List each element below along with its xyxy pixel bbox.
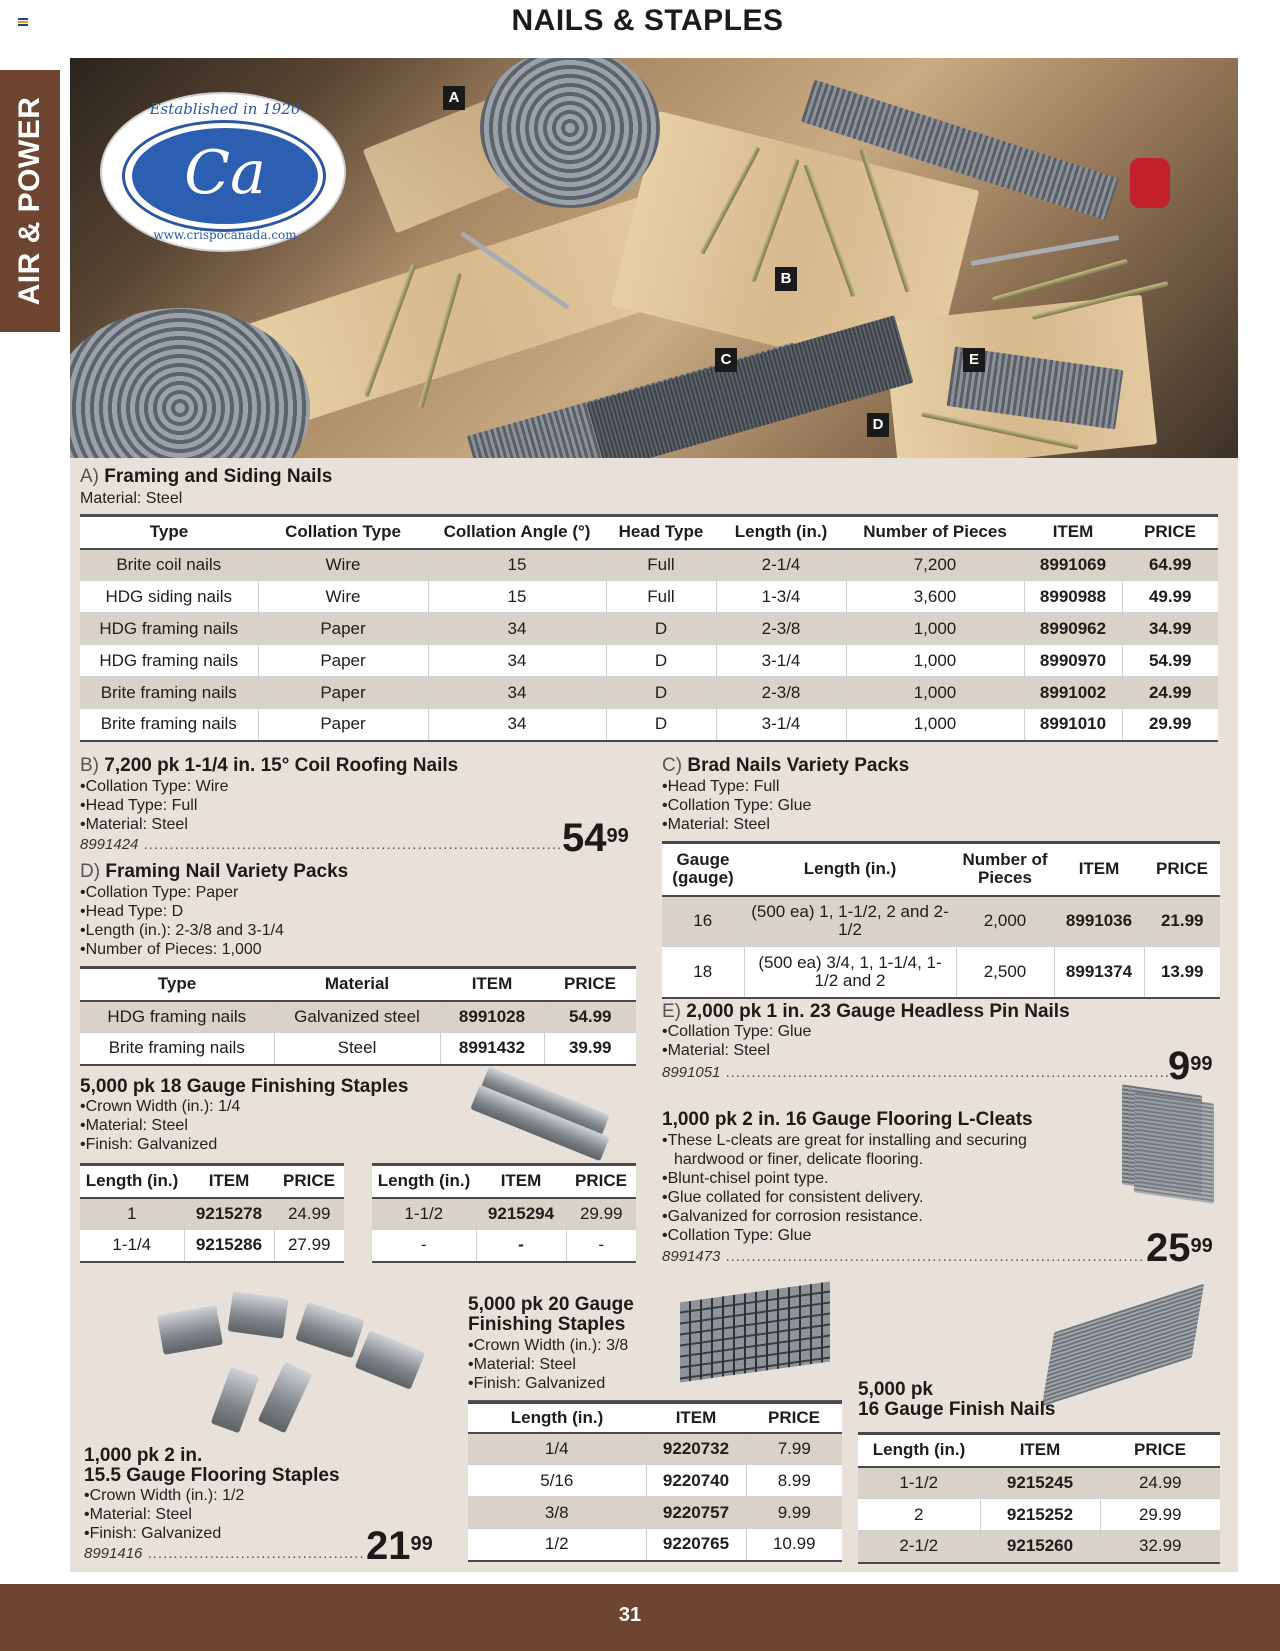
finish-nails-16-table: Length (in.) ITEM PRICE 1-1/2 9215245 24.99 2 9215252 29.99 2-1/2 9215260 32.99 <box>858 1432 1220 1564</box>
table-cell: 3-1/4 <box>716 709 846 741</box>
flooring-staples-price: $21^{99}$ <box>366 1524 433 1568</box>
table-cell: 9220765 <box>646 1529 746 1561</box>
table-cell: Brite framing nails <box>80 709 258 741</box>
table-cell: 3/8 <box>468 1497 646 1529</box>
table-cell: 1/4 <box>468 1433 646 1465</box>
table-cell: 8.99 <box>746 1465 842 1497</box>
table-cell: 39.99 <box>544 1033 636 1065</box>
section-b-specs: •Collation Type: Wire •Head Type: Full •Material: Steel <box>80 778 229 833</box>
table-row <box>372 1198 636 1230</box>
col-number-of-pieces: Number of Pieces <box>846 516 1024 549</box>
section-e-price: $9^{99}$ <box>1168 1044 1213 1088</box>
table-cell: 9.99 <box>746 1497 842 1529</box>
table-row <box>858 1467 1220 1499</box>
section-d-title: D) Framing Nail Variety Packs <box>80 861 349 882</box>
table-row <box>662 947 1220 998</box>
table-cell: 27.99 <box>274 1230 344 1262</box>
table-cell: 9220732 <box>646 1433 746 1465</box>
table-cell: 54.99 <box>1122 645 1218 677</box>
table-cell: (500 ea) 1, 1-1/2, 2 and 2-1/2 <box>744 896 956 947</box>
staples-18-title: 5,000 pk 18 Gauge Finishing Staples <box>80 1076 409 1097</box>
table-row <box>468 1465 842 1497</box>
section-c-title: C) Brad Nails Variety Packs <box>662 755 910 776</box>
table-cell: 1/2 <box>468 1529 646 1561</box>
table-cell: HDG framing nails <box>80 613 258 645</box>
finish-nails-16-title: 5,000 pk 16 Gauge Finish Nails <box>858 1379 1056 1420</box>
table-cell: 15 <box>428 581 606 613</box>
col-item: ITEM <box>1024 516 1122 549</box>
table-cell: 34 <box>428 677 606 709</box>
table-row <box>80 549 1218 581</box>
flooring-staples-image <box>150 1290 440 1440</box>
table-cell: 9215278 <box>184 1198 274 1230</box>
section-a-title: A) Framing and Siding Nails <box>80 466 333 487</box>
table-cell: 8990988 <box>1024 581 1122 613</box>
table-cell: 1 <box>80 1198 184 1230</box>
hero-label-a: A <box>443 86 465 110</box>
l-cleats-title: 1,000 pk 2 in. 16 Gauge Flooring L-Cleats <box>662 1109 1033 1130</box>
table-cell: Paper <box>258 613 428 645</box>
table-cell: 49.99 <box>1122 581 1218 613</box>
hero-label-b: B <box>775 267 797 291</box>
table-cell: 29.99 <box>1100 1499 1220 1531</box>
table-cell: 16 <box>662 896 744 947</box>
table-cell: 8990970 <box>1024 645 1122 677</box>
table-row <box>80 1033 636 1065</box>
table-cell: 64.99 <box>1122 549 1218 581</box>
flooring-staples-sku: 8991416 ..... <box>84 1545 366 1562</box>
col-type: Type <box>80 516 258 549</box>
table-row <box>80 709 1218 741</box>
table-cell: 8991069 <box>1024 549 1122 581</box>
section-a-material: Material: Steel <box>80 490 183 507</box>
table-cell: 13.99 <box>1144 947 1220 998</box>
table-cell: 54.99 <box>544 1001 636 1033</box>
crispo-logo <box>100 92 346 252</box>
table-cell: HDG framing nails <box>80 645 258 677</box>
table-cell: 1,000 <box>846 645 1024 677</box>
table-cell: 34 <box>428 709 606 741</box>
table-cell: 8991028 <box>440 1001 544 1033</box>
table-cell: 2-1/4 <box>716 549 846 581</box>
section-tab-label: AIR & POWER <box>13 96 46 306</box>
table-cell: 8991010 <box>1024 709 1122 741</box>
table-cell: 1-1/2 <box>858 1467 980 1499</box>
staples-20-table: Length (in.) ITEM PRICE 1/4 9220732 7.99 5/16 9220740 8.99 3/8 9220757 9.99 1/2 9220765 10.99 <box>468 1401 842 1562</box>
page-title: NAILS & STAPLES <box>511 4 784 37</box>
table-row <box>80 677 1218 709</box>
l-cleats-sku: 8991473 ..... <box>662 1248 1142 1265</box>
section-d-table: Type Material ITEM PRICE HDG framing nails Galvanized steel 8991028 54.99 Brite framing nails Steel 8991432 39.99 <box>80 966 636 1066</box>
table-cell: 34 <box>428 645 606 677</box>
section-a-table <box>80 514 1218 742</box>
flooring-staples-specs: •Crown Width (in.): 1/2 •Material: Steel •Finish: Galvanized <box>84 1487 245 1542</box>
flooring-staples-title: 1,000 pk 2 in. 15.5 Gauge Flooring Staples <box>84 1445 340 1486</box>
table-row <box>80 613 1218 645</box>
table-cell: 9215260 <box>980 1531 1100 1563</box>
table-cell: HDG framing nails <box>80 1001 274 1033</box>
table-cell: 29.99 <box>566 1198 636 1230</box>
col-head-type: Head Type <box>606 516 716 549</box>
table-cell: 9220740 <box>646 1465 746 1497</box>
col-price: PRICE <box>1122 516 1218 549</box>
table-cell: 1,000 <box>846 709 1024 741</box>
table-cell: D <box>606 613 716 645</box>
table-cell: HDG siding nails <box>80 581 258 613</box>
logo-mark: Ca <box>184 138 266 208</box>
section-e-sku: 8991051 ..... <box>662 1064 1170 1081</box>
hero-label-d: D <box>867 413 889 437</box>
col-collation-angle: Collation Angle (°) <box>428 516 606 549</box>
table-row <box>858 1531 1220 1563</box>
table-cell: 2-1/2 <box>858 1531 980 1563</box>
logo-url-text: www.crispocanada.com <box>153 228 297 242</box>
section-b-price: $54^{99}$ <box>562 816 629 860</box>
section-e-title: E) 2,000 pk 1 in. 23 Gauge Headless Pin Nails <box>662 1001 1070 1022</box>
table-cell: 29.99 <box>1122 709 1218 741</box>
staples-20-image <box>680 1280 840 1390</box>
table-cell: Paper <box>258 709 428 741</box>
table-cell: 18 <box>662 947 744 998</box>
table-cell: 1,000 <box>846 613 1024 645</box>
table-cell: 2 <box>858 1499 980 1531</box>
table-cell: 9215245 <box>980 1467 1100 1499</box>
table-cell: 8991002 <box>1024 677 1122 709</box>
table-cell: 9215286 <box>184 1230 274 1262</box>
table-cell: 32.99 <box>1100 1531 1220 1563</box>
table-cell: Paper <box>258 677 428 709</box>
table-cell: 24.99 <box>274 1198 344 1230</box>
table-cell: (500 ea) 3/4, 1, 1-1/4, 1-1/2 and 2 <box>744 947 956 998</box>
table-cell: 34 <box>428 613 606 645</box>
section-b-title: B) 7,200 pk 1-1/4 in. 15° Coil Roofing Nails <box>80 755 459 776</box>
table-row <box>662 896 1220 947</box>
table-cell: 1-1/2 <box>372 1198 476 1230</box>
table-cell: 2-3/8 <box>716 677 846 709</box>
table-cell: 5/16 <box>468 1465 646 1497</box>
staples-18-table-right: Length (in.) ITEM PRICE 1-1/2 9215294 29.99 - - - <box>372 1163 636 1263</box>
table-row <box>858 1499 1220 1531</box>
table-row <box>80 1230 344 1262</box>
section-e-specs: •Collation Type: Glue •Material: Steel <box>662 1023 812 1059</box>
hero-label-e: E <box>963 348 985 372</box>
table-cell: 9215252 <box>980 1499 1100 1531</box>
col-length: Length (in.) <box>716 516 846 549</box>
page-number: 31 <box>618 1604 642 1626</box>
table-row <box>80 1001 636 1033</box>
table-cell: - <box>566 1230 636 1262</box>
table-cell: - <box>372 1230 476 1262</box>
table-cell: 2,500 <box>956 947 1054 998</box>
table-cell: Steel <box>274 1033 440 1065</box>
table-row <box>468 1433 842 1465</box>
table-cell: 2-3/8 <box>716 613 846 645</box>
staples-20-title: 5,000 pk 20 Gauge Finishing Staples <box>468 1294 634 1335</box>
table-row <box>468 1529 842 1561</box>
table-cell: Paper <box>258 645 428 677</box>
hero-label-c: C <box>715 348 737 372</box>
table-row <box>372 1230 636 1262</box>
table-cell: Full <box>606 549 716 581</box>
staples-18-specs: •Crown Width (in.): 1/4 •Material: Steel •Finish: Galvanized <box>80 1098 241 1153</box>
section-b-sku: 8991424 ..... <box>80 836 560 853</box>
finish-nails-16-image <box>1038 1290 1213 1400</box>
table-cell: 24.99 <box>1122 677 1218 709</box>
staples-18-image <box>470 1070 620 1160</box>
table-cell: 9220757 <box>646 1497 746 1529</box>
section-c-table: Gauge (gauge) Length (in.) Number of Pieces ITEM PRICE 16 (500 ea) 1, 1-1/2, 2 and 2-1/2 2,000 8991036 21.99 18 (500 ea) 3/4, 1, 1-1/4, 1-1/2 and 2 2,500 8991374 13.99 <box>662 841 1220 999</box>
table-cell: D <box>606 677 716 709</box>
staples-20-specs: •Crown Width (in.): 3/8 •Material: Steel •Finish: Galvanized <box>468 1337 629 1392</box>
l-cleats-price: $25^{99}$ <box>1146 1226 1213 1270</box>
table-cell: Brite coil nails <box>80 549 258 581</box>
table-cell: 3-1/4 <box>716 645 846 677</box>
table-cell: 24.99 <box>1100 1467 1220 1499</box>
table-row <box>80 1198 344 1230</box>
table-cell: Wire <box>258 549 428 581</box>
table-cell: 8991432 <box>440 1033 544 1065</box>
table-cell: 1-1/4 <box>80 1230 184 1262</box>
table-cell: - <box>476 1230 566 1262</box>
table-cell: D <box>606 645 716 677</box>
table-row <box>80 645 1218 677</box>
table-cell: 15 <box>428 549 606 581</box>
table-cell: Galvanized steel <box>274 1001 440 1033</box>
col-collation-type: Collation Type <box>258 516 428 549</box>
table-cell: Brite framing nails <box>80 677 258 709</box>
table-cell: 3,600 <box>846 581 1024 613</box>
table-cell: 8991374 <box>1054 947 1144 998</box>
logo-established-text: Established in 1920 <box>149 100 301 118</box>
staples-18-table-left: Length (in.) ITEM PRICE 1 9215278 24.99 1-1/4 9215286 27.99 <box>80 1163 344 1263</box>
table-cell: 1-3/4 <box>716 581 846 613</box>
table-cell: Brite framing nails <box>80 1033 274 1065</box>
table-cell: Wire <box>258 581 428 613</box>
page-footer <box>0 1584 1280 1651</box>
l-cleats-image <box>1112 1090 1222 1212</box>
table-cell: 21.99 <box>1144 896 1220 947</box>
section-tab <box>0 70 60 332</box>
table-cell: D <box>606 709 716 741</box>
table-cell: 8991036 <box>1054 896 1144 947</box>
table-cell: 10.99 <box>746 1529 842 1561</box>
table-cell: 34.99 <box>1122 613 1218 645</box>
table-cell: 7,200 <box>846 549 1024 581</box>
table-cell: 7.99 <box>746 1433 842 1465</box>
table-row <box>468 1497 842 1529</box>
table-cell: 2,000 <box>956 896 1054 947</box>
section-c-specs: •Head Type: Full •Collation Type: Glue •Material: Steel <box>662 778 812 833</box>
section-d-specs: •Collation Type: Paper •Head Type: D •Length (in.): 2-3/8 and 3-1/4 •Number of Pieces: 1,000 <box>80 884 284 958</box>
table-cell: 8990962 <box>1024 613 1122 645</box>
table-cell: 1,000 <box>846 677 1024 709</box>
table-cell: 9215294 <box>476 1198 566 1230</box>
table-cell: Full <box>606 581 716 613</box>
l-cleats-specs: •These L-cleats are great for installing and securing hardwood or finer, delicate flooring. •Blunt-chisel point type. •Glue collated for consistent delivery. •Galvanized for corrosion resistance. •Collation Type: Glue <box>662 1132 1027 1244</box>
table-row <box>80 581 1218 613</box>
